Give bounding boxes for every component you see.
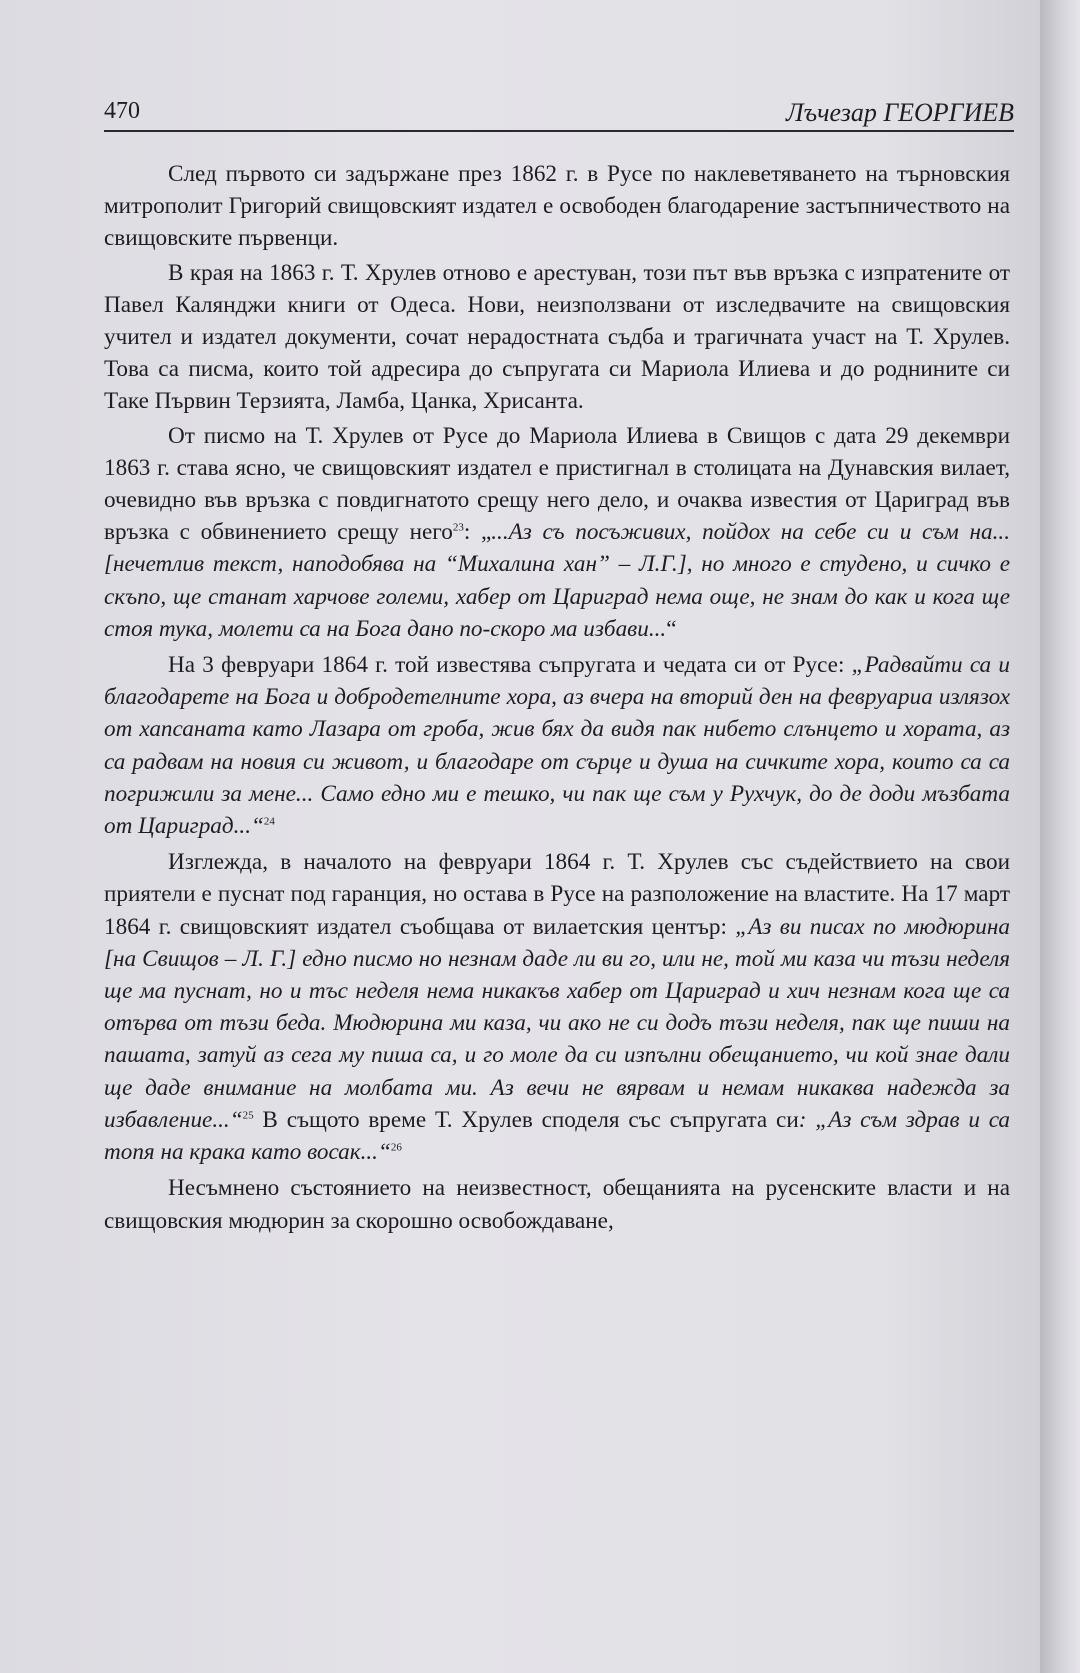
paragraph-5-text: Изглежда, в началото на февруари 1864 г. Т. Хрулев със съдействието на свои приятели е пуснат под гаранция, но остава в Русе на разположение на властите. На 17 март 1864 г. свищовският издател съобщава от вилаетския център: xyxy=(104,849,1010,940)
paragraph-6: Несъмнено състоянието на неизвестност, обещанията на русенските власти и на свищовския мюдюрин за скорошно освобождаване, xyxy=(104,1175,1010,1234)
running-head-author: Лъчезар ГЕОРГИЕВ xyxy=(785,98,1014,127)
header-rule xyxy=(104,130,1014,132)
page-edge-shadow xyxy=(1040,0,1080,1673)
paragraph-5 xyxy=(104,846,1010,1168)
quote-letter-feb-1864: „Радвайти са и благодарете на Бога и добродетелните хора, аз вчера на вторий ден на февруариа излязох от хапсаната като Лазара от гроба, жив бях да видя пак нибето слънцето и хората, аз са радвам на новия си живот, и благодаре от сърце и душа на сичките хора, които са са погрижили за мене... Само едно ми е тешко, чи пак ще съм у Рухчук, до де доди мъзбата от Цариград...“ xyxy=(104,652,1011,840)
quote-letter-wife: : „Аз съм здрав и са топя на крака като восак...“ xyxy=(104,1106,1010,1166)
footnote-ref-24: 24 xyxy=(263,815,275,828)
paragraph-5-mid: В същото време Т. Хрулев споделя със съпругата си xyxy=(253,1106,799,1133)
paragraph-3-text: От писмо на Т. Хрулев от Русе до Мариола Илиева в Свищов с дата 29 декември 1863 г. става ясно, че свищовският издател е пристигнал в столицата на Дунавския вилает, очевидно във връзка с повдигнатото срещу него дело, и очаква известия от Цариград във връзка с обвинението срещу него xyxy=(104,422,1010,546)
paragraph-3 xyxy=(104,420,1010,645)
paragraph-4-text: На 3 февруари 1864 г. той известява съпругата и чедата си от Русе: xyxy=(168,652,852,679)
quote-separator: : „ xyxy=(463,519,492,546)
footnote-ref-26: 26 xyxy=(390,1141,402,1154)
footnote-ref-25: 25 xyxy=(242,1109,254,1122)
paragraph-1: След първото си задържане през 1862 г. в Русе по наклеветяването на търновския митрополит Григорий свищовският издател е освободен благодарение застъпничеството на свищовските първенци. xyxy=(104,161,1010,252)
quote-close: “ xyxy=(666,615,677,642)
paragraph-2: В края на 1863 г. Т. Хрулев отново е арестуван, този път във връзка с изпратените от Павел Калянджи книги от Одеса. Нови, неизползвани от изследвачите на свищовския учител и издател документи, сочат нерадостната съдба и трагичната участ на Т. Хрулев. Това са писма, които той адресира до съпругата си Мариола Илиева и до роднините си Таке Първин Терзията, Ламба, Цанка, Хрисанта. xyxy=(104,259,1010,415)
quote-letter-1863: ...Аз съ посъживих, пойдох на себе си и съм на...[нечетлив текст, наподобява на “Михалина хан” – Л.Г.], но много е студено, и сичко е скъпо, ще станат харчове големи, хабер от Цариград нема още, не знам до как и кога ще стоя тука, молети са на Бога дано по-скоро ма избави... xyxy=(104,519,1010,642)
footnote-ref-23: 23 xyxy=(452,521,464,534)
page-header xyxy=(104,96,1014,132)
page-number: 470 xyxy=(104,98,140,124)
paragraph-4 xyxy=(104,649,1010,842)
body-text xyxy=(104,158,1010,1239)
quote-letter-mar-1864: „Аз ви писах по мюдюрина [на Свищов – Л. Г.] едно писмо но незнам даде ли ви го, или не, той ми каза чи тъзи неделя ще ма пуснат, но и тъс неделя нема никакъв хабер от Цариград и хич незнам кога ще са отърва от тъзи беда. Мюдюрина ми каза, чи ако не си додъ тъзи неделя, пак ще пиши на пашата, затуй аз сега му пиша са, и го моле да си изпълни обещанието, чи кой знае дали ще даде внимание на молбата ми. Аз вечи не вярвам и немам никаква надежда за избавление...“ xyxy=(104,913,1010,1133)
